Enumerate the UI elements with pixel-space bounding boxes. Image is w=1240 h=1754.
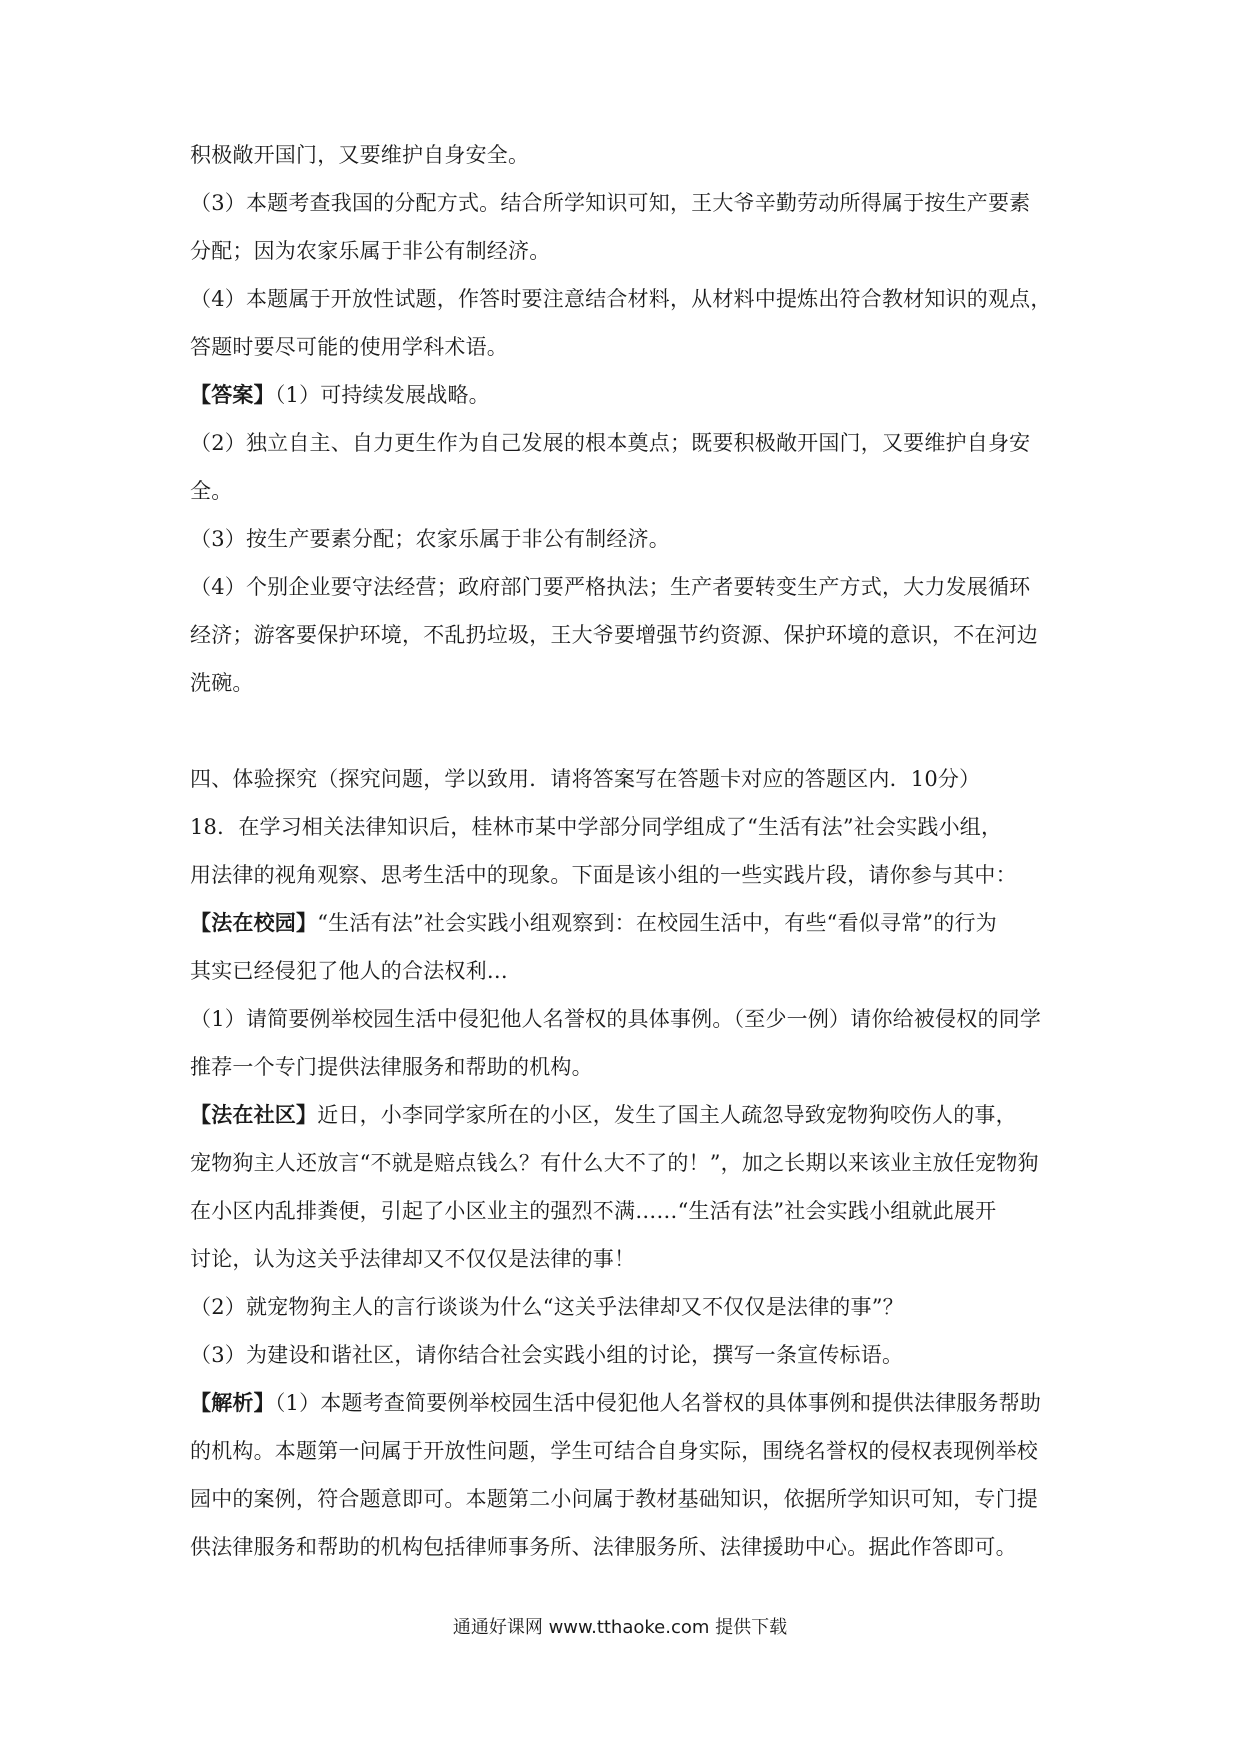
text-line: 全。 (190, 479, 233, 503)
text-line: （2）独立自主、自力更生作为自己发展的根本奠点；既要积极敞开国门，又要维护自身安 (190, 431, 1031, 455)
law-campus-label: 【法在校园】 (190, 910, 318, 935)
analysis-text: （1）本题考查简要例举校园生活中侵犯他人名誉权的具体事例和提供法律服务帮助 (274, 1391, 1042, 1415)
answer-line (190, 380, 1060, 410)
text-line: 在小区内乱排粪便，引起了小区业主的强烈不满……“生活有法”社会实践小组就此展开 (190, 1199, 997, 1223)
text-line: 宠物狗主人还放言“不就是赔点钱么？有什么大不了的！”，加之长期以来该业主放任宠物狗 (190, 1151, 1039, 1175)
text-line: 用法律的视角观察、思考生活中的现象。下面是该小组的一些实践片段，请你参与其中： (190, 863, 1017, 887)
text-line: 园中的案例，符合题意即可。本题第二小问属于教材基础知识，依据所学知识可知，专门提 (190, 1487, 1038, 1511)
page-footer: 通通好课网 www.tthaoke.com 提供下载 (452, 1617, 788, 1638)
text-line: 供法律服务和帮助的机构包括律师事务所、法律服务所、法律援助中心。据此作答即可。 (190, 1535, 1017, 1559)
text-line: 洗碗。 (190, 671, 254, 695)
answer-text: （1）可持续发展战略。 (274, 383, 490, 407)
text-line: 分配；因为农家乐属于非公有制经济。 (190, 239, 551, 263)
text-line: 经济；游客要保护环境，不乱扔垃圾，王大爷要增强节约资源、保护环境的意识，不在河边 (190, 623, 1038, 647)
text-line: （3）按生产要素分配；农家乐属于非公有制经济。 (190, 527, 670, 551)
text-line: （3）本题考查我国的分配方式。结合所学知识可知，王大爷辛勤劳动所得属于按生产要素 (190, 191, 1031, 215)
text-line: （2）就宠物狗主人的言行谈谈为什么“这关乎法律却又不仅仅是法律的事”？ (190, 1295, 904, 1319)
text-line: 答题时要尽可能的使用学科术语。 (190, 335, 508, 359)
section-heading: 四、体验探究（探究问题，学以致用．请将答案写在答题卡对应的答题区内．10分） (190, 767, 981, 791)
law-community-text: 近日，小李同学家所在的小区，发生了国主人疏忽导致宠物狗咬伤人的事， (317, 1103, 1017, 1127)
text-line: 其实已经侵犯了他人的合法权利… (190, 959, 508, 983)
text-line: 18．在学习相关法律知识后，桂林市某中学部分同学组成了“生活有法”社会实践小组， (190, 815, 1003, 839)
law-community-label: 【法在社区】 (190, 1102, 318, 1127)
text-line: （1）请简要例举校园生活中侵犯他人名誉权的具体事例。（至少一例）请你给被侵权的同学 (190, 1007, 1042, 1031)
text-line: （4）本题属于开放性试题，作答时要注意结合材料，从材料中提炼出符合教材知识的观点， (190, 287, 1052, 311)
law-campus-line (190, 908, 1060, 938)
law-campus-text: “生活有法”社会实践小组观察到：在校园生活中，有些“看似寻常”的行为 (317, 911, 997, 935)
answer-label: 【答案】 (190, 382, 275, 407)
text-line: 积极敞开国门，又要维护自身安全。 (190, 143, 530, 167)
text-line: 的机构。本题第一问属于开放性问题，学生可结合自身实际，围绕名誉权的侵权表现例举校 (190, 1439, 1038, 1463)
text-line: （3）为建设和谐社区，请你结合社会实践小组的讨论，撰写一条宣传标语。 (190, 1343, 904, 1367)
law-community-line (190, 1100, 1060, 1130)
text-line: 推荐一个专门提供法律服务和帮助的机构。 (190, 1055, 593, 1079)
text-line: （4）个别企业要守法经营；政府部门要严格执法；生产者要转变生产方式，大力发展循环 (190, 575, 1031, 599)
analysis-line (190, 1388, 1060, 1418)
text-line: 讨论，认为这关乎法律却又不仅仅是法律的事！ (190, 1247, 636, 1271)
analysis-label: 【解析】 (190, 1390, 275, 1415)
